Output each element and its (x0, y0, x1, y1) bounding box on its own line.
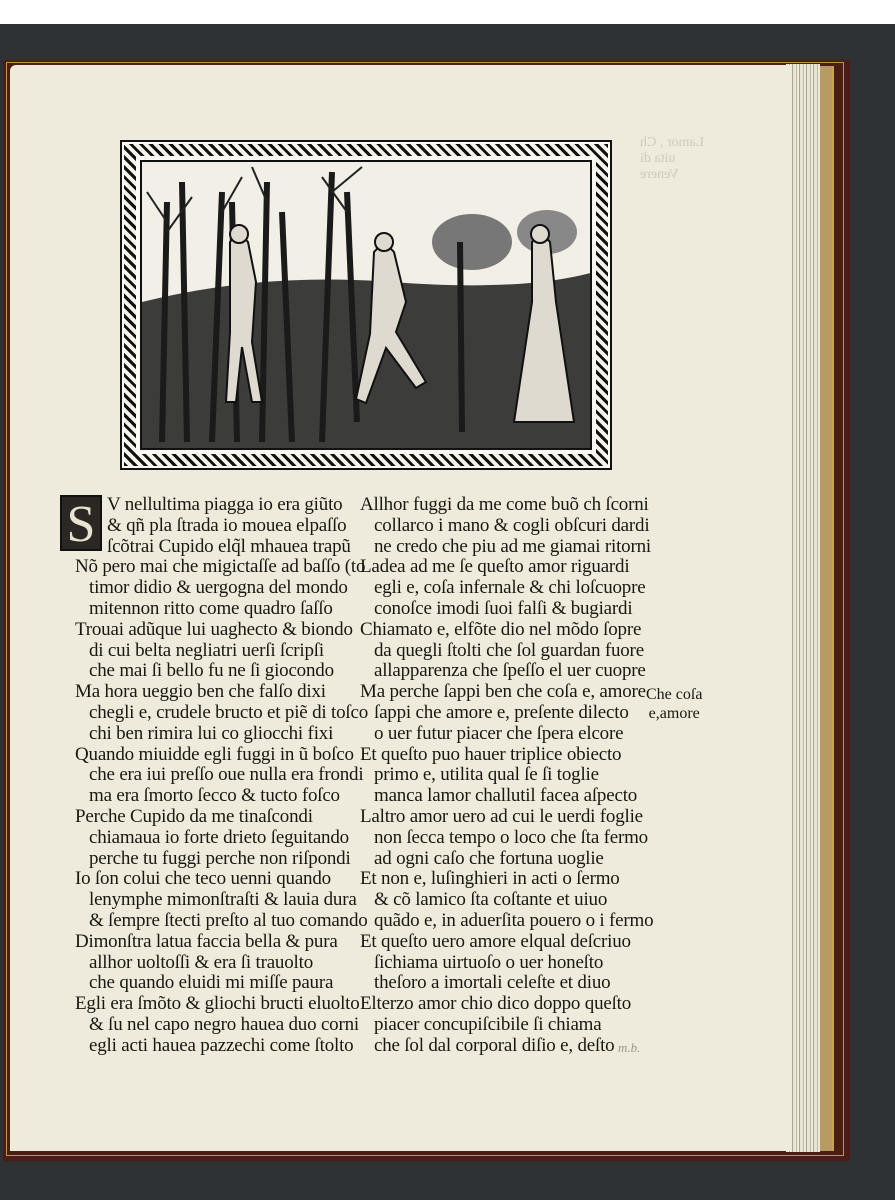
verse-line: piacer concupiſcibile ſi chiama (374, 1013, 602, 1035)
verse-line: lenymphe mimonſtraſti & lauia dura (89, 889, 357, 911)
verse-line: Et queſto puo hauer triplice obiecto (360, 743, 622, 765)
verse-line: Allhor fuggi da me come buõ ch ſcorni (360, 494, 649, 515)
verse-line: quãdo e, in aduerſita pouero o i fermo (374, 909, 654, 931)
verse-line: non ſecca tempo o loco che ſta fermo (374, 826, 648, 848)
verse-line: chi ben rimira lui co gliocchi fixi (89, 722, 334, 744)
verse-line: & qñ pla ſtrada io mouea elpaſſo (107, 514, 347, 536)
verse-line: ſichiama uirtuoſo o uer honeſto (374, 951, 604, 973)
verse-line: chegli e, crudele bructo et piẽ di toſco (89, 701, 368, 723)
verse-line: Ma hora ueggio ben che falſo dixi (75, 681, 326, 703)
verse-line: mitennon ritto come quadro ſaſſo (89, 597, 333, 619)
verse-line: timor didio & uergogna del mondo (89, 577, 348, 599)
show-through-text (640, 135, 704, 183)
verse-line: Nõ pero mai che migictaſſe ad baſſo (to (75, 556, 366, 578)
left-column (75, 495, 368, 1057)
verse-line: collarco i mano & cogli obſcuri dardi (374, 514, 650, 536)
ghost-line: uita di (640, 151, 676, 166)
verse-line: che ſol dal corporal diſio e, deſto (374, 1034, 615, 1056)
forest-scene-image (142, 162, 592, 450)
right-column (360, 495, 653, 1057)
verse-line: theſoro a imortali celeſte et diuo (374, 972, 611, 994)
verse-line: di cui belta negliatri uerſi ſcripſi (89, 639, 324, 661)
verse-line: allhor uoltoſſi & era ſi trauolto (89, 951, 313, 973)
verse-line: & cõ lamico ſta coſtante et uiuo (374, 889, 608, 911)
ghost-line: Lamor , Ch (640, 135, 705, 150)
verse-line: ad ogni caſo che fortuna uoglie (374, 847, 604, 869)
verse-line: V nellultima piagga io era giũto (107, 494, 343, 515)
verse-line: perche tu fuggi perche non riſpondi (89, 847, 351, 869)
verse-line: Dimonſtra latua faccia bella & pura (75, 930, 338, 952)
verse-line: conoſce imodi ſuoi falſi & bugiardi (374, 597, 633, 619)
verse-line: Perche Cupido da me tinaſcondi (75, 805, 313, 827)
ghost-line: Venere (640, 167, 679, 182)
verse-line: & ſu nel capo negro hauea duo corni (89, 1013, 359, 1035)
verse-line: primo e, utilita qual ſe ſi toglie (374, 764, 599, 786)
verse-line: & ſempre ſtecti preſto al tuo comando (89, 909, 368, 931)
woodcut-illustration (120, 140, 612, 470)
verse-line: Io ſon colui che teco uenni quando (75, 868, 331, 890)
verse-line: allapparenza che ſpeſſo el uer cuopre (374, 660, 646, 682)
verse-line: egli acti hauea pazzechi come ſtolto (89, 1034, 354, 1056)
verse-line: o uer futur piacer che ſpera elcore (374, 722, 624, 744)
marginal-note-line: Che coſa (646, 686, 703, 703)
verse-line: Ladea ad me ſe queſto amor riguardi (360, 556, 630, 578)
verse-line: ſcõtrai Cupido elq̃l mhauea trapũ (107, 535, 351, 557)
verse-line: egli e, coſa infernale & chi loſcuopre (374, 577, 646, 599)
pencil-mark: m.b. (618, 1040, 641, 1055)
verse-line: Quando miuidde egli fuggi in ũ boſco (75, 743, 354, 765)
page-edges (786, 64, 820, 1152)
verse-line: chiamaua io forte drieto ſeguitando (89, 826, 349, 848)
verse-line: ne credo che piu ad me giamai ritorni (374, 535, 651, 557)
marginal-note-line: e,amore (648, 705, 700, 722)
verse-line: Chiamato e, elfõte dio nel mõdo ſopre (360, 618, 642, 640)
verse-line: Laltro amor uero ad cui le uerdi foglie (360, 805, 643, 827)
verse-line: Et queſto uero amore elqual deſcriuo (360, 930, 631, 952)
verse-line: ma era ſmorto ſecco & tucto foſco (89, 785, 340, 807)
verse-line: manca lamor challutil facea aſpecto (374, 785, 638, 807)
verse-line: Trouai adũque lui uaghecto & biondo (75, 618, 353, 640)
verse-line: Ma perche ſappi ben che coſa e, amore (360, 681, 646, 703)
woodcut-scene (140, 160, 592, 450)
binding-edge (820, 66, 834, 1151)
verse-line: ſappi che amore e, preſente dilecto (374, 701, 629, 723)
verse-line: che mai ſi bello fu ne ſi giocondo (89, 660, 334, 682)
verse-line: da quegli ſtolti che ſol guardan fuore (374, 639, 644, 661)
verse-line: Et non e, luſinghieri in acti o ſermo (360, 868, 620, 890)
drop-cap: S (60, 495, 102, 551)
marginal-note (646, 685, 702, 723)
verse-line: Elterzo amor chio dico doppo queſto (360, 993, 632, 1015)
verse-line: Egli era ſmõto & gliochi bructi eluolto (75, 993, 360, 1015)
verse-line: che quando eluidi mi miſſe paura (89, 972, 334, 994)
verse-line: che era iui preſſo oue nulla era frondi (89, 764, 364, 786)
